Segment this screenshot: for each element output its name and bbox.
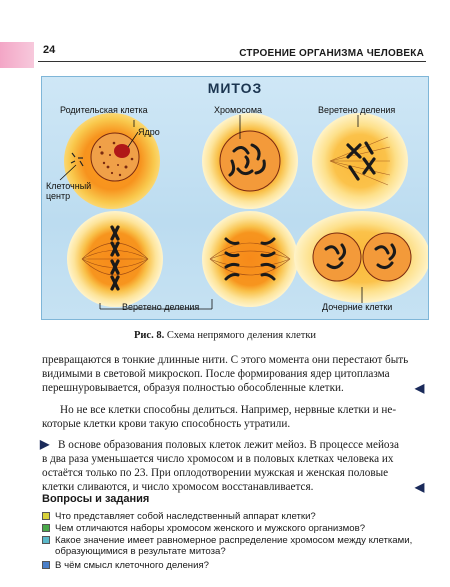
nucleus-drawing — [91, 133, 139, 181]
question-level-icon — [42, 512, 50, 520]
metaphase-cell — [67, 211, 163, 307]
text-line: перешнуровывается, образуя полностью обособленные клетки. — [42, 382, 344, 394]
paragraph-end-marker: ◀ — [415, 480, 425, 494]
paragraph-end-marker: ◀ — [415, 381, 425, 395]
caption-text: Схема непрямого деления клетки — [166, 330, 317, 341]
label-cell-center-2: центр — [46, 191, 71, 201]
question-item: Что представляет собой наследственный аппарат клетки? — [42, 511, 316, 522]
question-item: В чём смысл клеточного деления? — [42, 560, 209, 571]
text-line: клетки сливаются, и число хромосом восстанавливается. — [42, 481, 314, 493]
mitosis-figure — [41, 76, 429, 320]
caption-number: Рис. 8. — [133, 330, 165, 341]
header-rule — [38, 61, 426, 62]
figure-title: МИТОЗ — [207, 80, 263, 96]
label-spindle-bottom: Веретено деления — [122, 302, 200, 312]
paragraph-3 — [42, 438, 428, 494]
label-nucleus: Ядро — [138, 127, 160, 137]
question-item: Какое значение имеет равномерное распределение хромосом между клетками, образующимися в результате митоза? — [42, 535, 412, 557]
label-cell-center-1: Клеточный — [46, 181, 92, 191]
page-color-tab — [0, 42, 34, 68]
label-parent-cell: Родительская клетка — [60, 105, 148, 115]
paragraph-start-marker: ▶ — [40, 437, 50, 451]
page-number: 24 — [43, 44, 56, 56]
question-level-icon — [42, 536, 50, 544]
daughter-cells-drawing — [294, 211, 428, 303]
text-line: видимыми в световой микроскоп. После формирования ядер цитоплазма — [42, 368, 390, 380]
text-line: превращаются в тонкие длинные нити. С этого момента они перестают быть — [42, 354, 409, 366]
text-line: которые клетки крови такую способность утратили. — [42, 418, 291, 430]
figure-caption — [0, 330, 450, 341]
question-item: Чем отличаются наборы хромосом женского и мужского организмов? — [42, 523, 365, 534]
running-head: СТРОЕНИЕ ОРГАНИЗМА ЧЕЛОВЕКА — [239, 48, 424, 59]
questions-title: Вопросы и задания — [42, 493, 150, 505]
text-line: в два раза уменьшается число хромосом и в половых клетках человека их — [42, 453, 394, 465]
text-line: остаётся только по 23. При оплодотворении мужская и женская половые — [42, 467, 389, 479]
question-level-icon — [42, 561, 50, 569]
paragraph-2 — [42, 403, 428, 431]
anaphase-cell — [202, 211, 298, 307]
text-line: Но не все клетки способны делиться. Например, нервные клетки и не- — [60, 404, 397, 416]
paragraph-1 — [42, 353, 428, 395]
label-spindle-top: Веретено деления — [318, 105, 396, 115]
prometaphase-cell — [312, 113, 408, 209]
centriole-drawing — [71, 153, 83, 166]
question-level-icon — [42, 524, 50, 532]
prophase-cell — [202, 113, 298, 209]
label-daughter-cells: Дочерние клетки — [322, 302, 393, 312]
label-chromosome: Хромосома — [214, 105, 263, 115]
text-line: В основе образования половых клеток лежит мейоз. В процессе мейоза — [58, 439, 399, 451]
